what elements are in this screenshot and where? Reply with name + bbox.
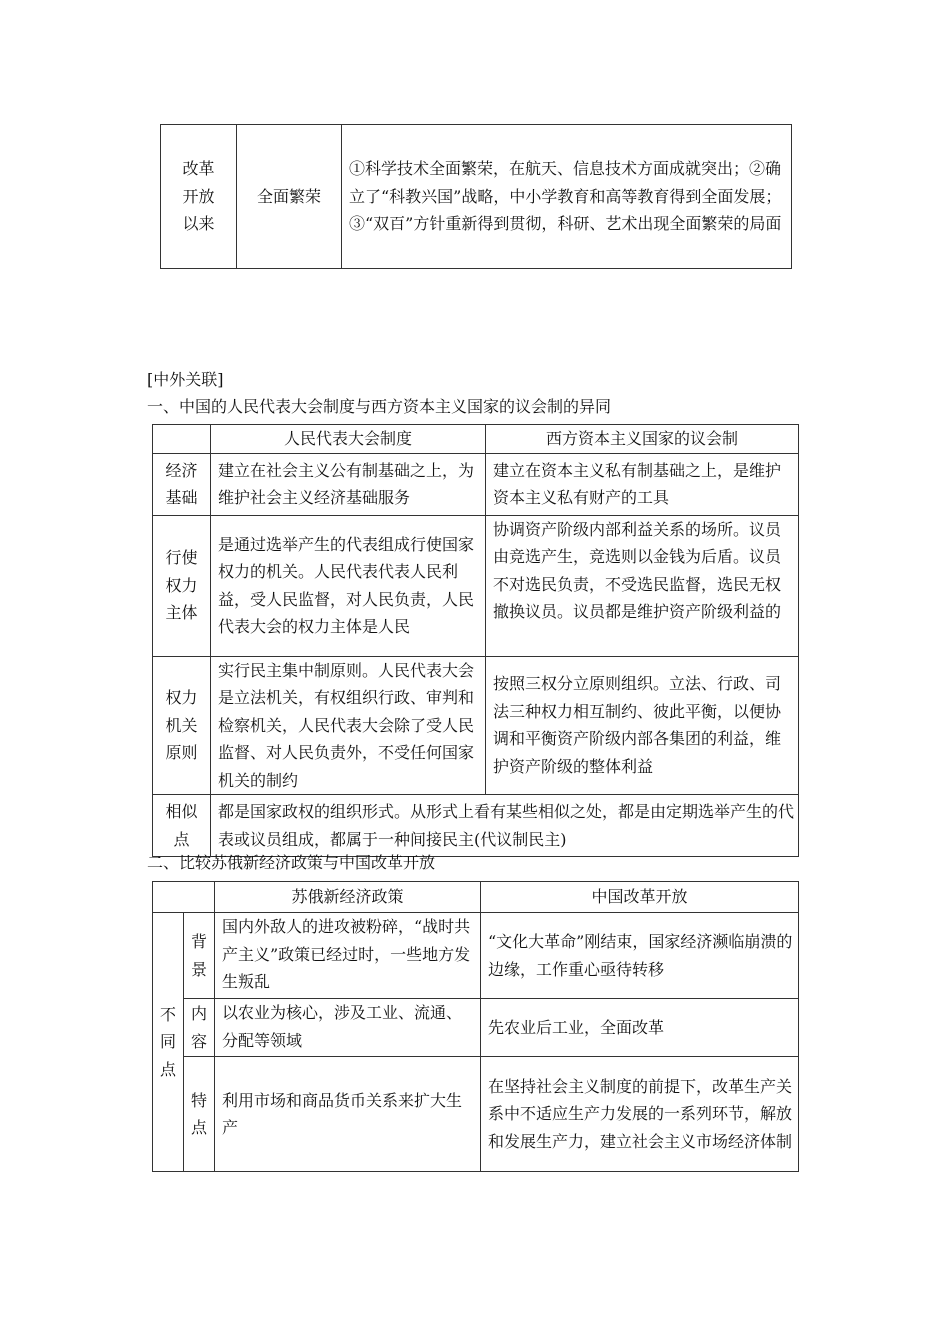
row-label: 行使权力主体 [165, 548, 198, 623]
row-npc: 建立在社会主义公有制基础之上，为维护社会主义经济基础服务 [211, 453, 486, 515]
table-row [153, 913, 799, 999]
content-cell: ①科学技术全面繁荣，在航天、信息技术方面成就突出；②确立了“科教兴国”战略，中小学教育和高等教育得到全面发展；③“双百”方针重新得到贯彻，科研、艺术出现全面繁荣的局面 [342, 125, 792, 269]
section2-heading: 二、比较苏俄新经济政策与中国改革开放 [147, 853, 436, 872]
section1-heading: 一、中国的人民代表大会制度与西方资本主义国家的议会制的异同 [147, 397, 612, 416]
header-reform: 中国改革开放 [481, 882, 799, 913]
row-label: 背景 [190, 932, 207, 979]
header-nep: 苏俄新经济政策 [215, 882, 481, 913]
header-empty [153, 425, 211, 454]
row-nep: 国内外敌人的进攻被粉碎，“战时共产主义”政策已经过时，一些地方发生叛乱 [215, 913, 481, 999]
table-row [153, 656, 799, 795]
row-parliament: 协调资产阶级内部利益关系的场所。议员由竞选产生，竞选则以金钱为后盾。议员不对选民负责，不受选民监督，选民无权撤换议员。议员都是维护资产阶级利益的 [486, 515, 799, 656]
table-header-row [153, 425, 799, 454]
row-label: 相似点 [165, 802, 198, 849]
row-reform: 先农业后工业，全面改革 [481, 999, 799, 1057]
row-label: 内容 [190, 1004, 207, 1051]
row-parliament: 按照三权分立原则组织。立法、行政、司法三种权力相互制约、彼此平衡，以便协调和平衡资产阶级内部各集团的利益，维护资产阶级的整体利益 [486, 656, 799, 795]
table-header-row [153, 882, 799, 913]
header-empty [153, 882, 215, 913]
similar-text: 都是国家政权的组织形式。从形式上看有某些相似之处，都是由定期选举产生的代表或议员组成，都属于一种间接民主(代议制民主) [211, 795, 799, 857]
group-label: 不同点 [159, 1004, 176, 1079]
policy-comparison-table [152, 881, 799, 1172]
row-nep: 以农业为核心，涉及工业、流通、分配等领域 [215, 999, 481, 1057]
theme-cell: 全面繁荣 [237, 125, 342, 269]
congress-comparison-table [152, 424, 799, 857]
row-reform: “文化大革命”刚结束，国家经济濒临崩溃的边缘，工作重心亟待转移 [481, 913, 799, 999]
header-parliament: 西方资本主义国家的议会制 [486, 425, 799, 454]
row-label: 经济基础 [165, 460, 198, 507]
table-row [153, 453, 799, 515]
row-label: 特点 [190, 1090, 207, 1137]
group-cell [153, 913, 184, 1172]
period-cell [161, 125, 237, 269]
culture-period-table [160, 124, 792, 269]
header-npc: 人民代表大会制度 [211, 425, 486, 454]
row-nep: 利用市场和商品货币关系来扩大生产 [215, 1057, 481, 1172]
row-npc: 是通过选举产生的代表组成行使国家权力的机关。人民代表代表人民利益，受人民监督，对人民负责，人民代表大会的权力主体是人民 [211, 515, 486, 656]
table-row [153, 1057, 799, 1172]
table-row [153, 515, 799, 656]
row-reform: 在坚持社会主义制度的前提下，改革生产关系中不适应生产力发展的一系列环节，解放和发展生产力，建立社会主义市场经济体制 [481, 1057, 799, 1172]
row-label: 权力机关原则 [165, 688, 198, 762]
table-row-similar [153, 795, 799, 857]
period-label: 改革开放以来 [182, 159, 215, 234]
table-row [153, 999, 799, 1057]
row-npc: 实行民主集中制原则。人民代表大会是立法机关，有权组织行政、审判和检察机关，人民代表大会除了受人民监督、对人民负责外，不受任何国家机关的制约 [211, 656, 486, 795]
row-parliament: 建立在资本主义私有制基础之上，是维护资本主义私有财产的工具 [486, 453, 799, 515]
section-tag: [中外关联] [147, 370, 224, 389]
